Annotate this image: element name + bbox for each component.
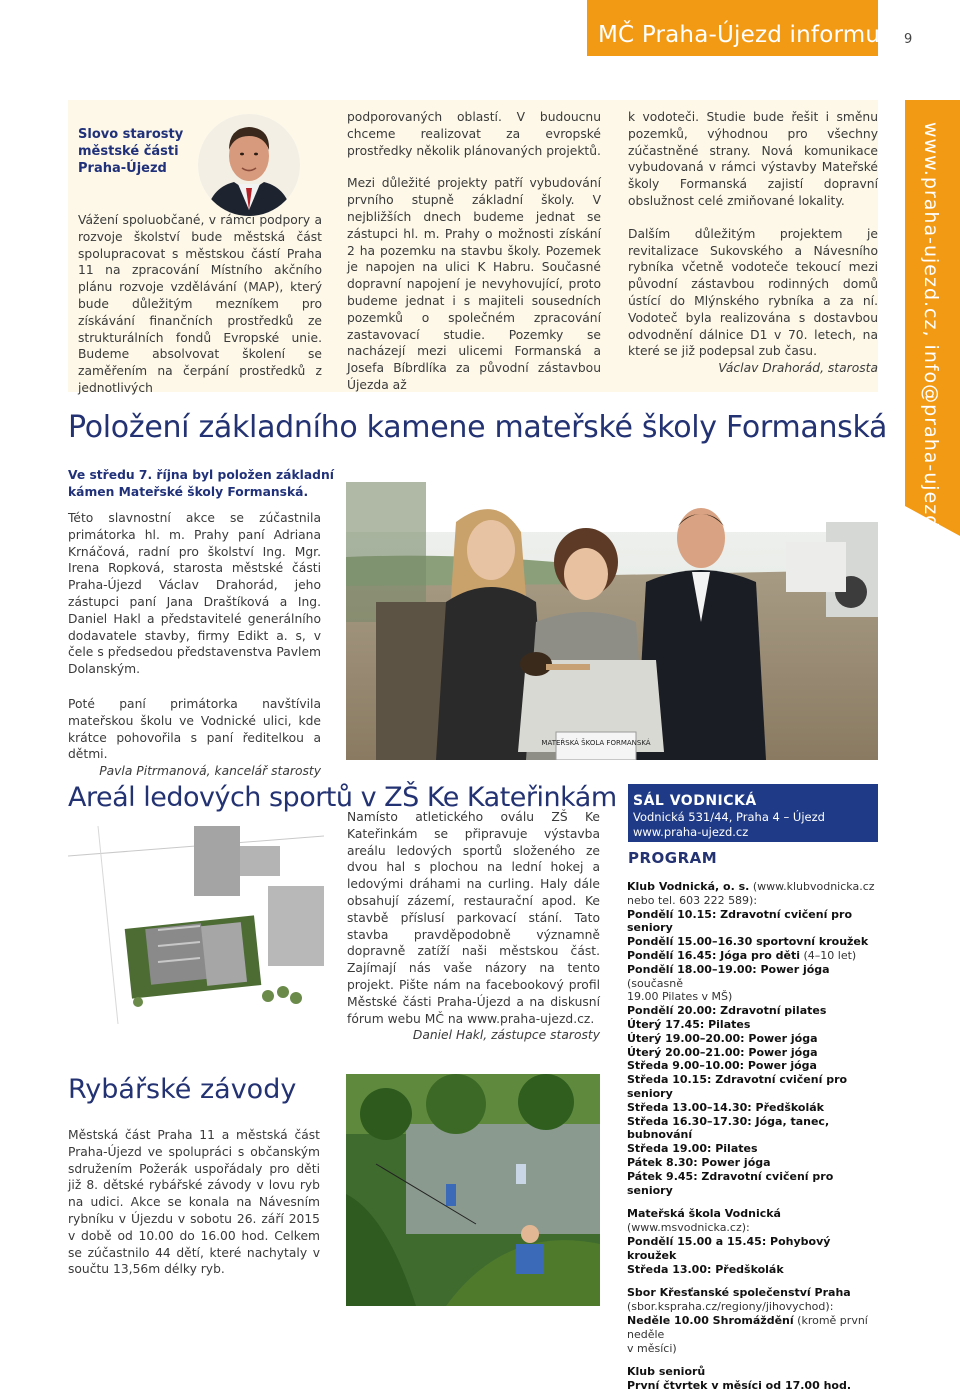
formanska-signature: Pavla Pitrmanová, kancelář starosty <box>99 764 321 779</box>
program-item-note: 19.00 Pilates v MŠ) <box>627 990 733 1004</box>
arena-site-plan <box>68 826 324 1024</box>
mayor-portrait <box>198 114 300 216</box>
starosta-col1-paragraph: Vážení spoluobčané, v rámci podpory a rozvoje školství bude městská část spolupracovat s městskou částí Praha 11 na zpracování Místního akčního plánu rozvoje vzdělávání (MAP), který bude důležitým mezníkem pro získávání finančních prostředků ze strukturálních fondů Evropské unie. Budeme absolvovat školení se zaměřením na čerpání prostředků z jednotlivých <box>78 213 322 395</box>
program-item: Pondělí 20.00: Zdravotní pilates <box>627 1004 827 1018</box>
ceremony-photo <box>346 462 878 760</box>
program-item: Středa 9.00–10.00: Power jóga <box>627 1059 817 1073</box>
formanska-paragraph-1 <box>68 510 321 678</box>
starosta-col3-paragraph-2: Dalším důležitým projektem je revitalizace Sukovského a Návesního rybníka včetně vodoteče tekoucí mezi původní zástavbou rodinných domů ústící do Mlýnského rybníka a za ní. Vodoteč byla realizována s dostavbou odvodnění dálnice D1 v 70. letech, na které se již podepsal zub času. <box>628 226 878 359</box>
program-item: Pátek 8.30: Power jóga <box>627 1155 771 1169</box>
starosta-col3-paragraph-1: k vodoteči. Studie bude řešit i směnu pozemků, výhodnou pro všechny zúčastněné strany. Nová komunikace vybudovaná v rámci výstavby Mateřské školy Formanská zajistí dopravní obslužnost celé zmiňované lokality. <box>628 110 878 208</box>
sal-title: SÁL VODNICKÁ <box>633 793 757 809</box>
formanska-heading: Položení základního kamene mateřské školy Formanská <box>68 410 888 445</box>
starosta-col2-paragraph-1: podporovaných oblastí. V budoucnu chceme realizovat za evropské prostředky několik plánovaných projektů. <box>347 110 601 158</box>
arena-heading: Areál ledových sportů v ZŠ Ke Kateřinkám <box>68 782 617 813</box>
side-contact-text: www.praha-ujezd.cz, info@praha-ujezd.cz <box>920 122 942 558</box>
sal-web-link[interactable]: www.praha-ujezd.cz <box>633 824 749 839</box>
formanska-p2-text: Poté paní primátorka navštívila mateřskou školu ve Vodnické ulici, kde krátce pohovořila s paní ředitelkou a dětmi. <box>68 697 321 762</box>
program-item: Pátek 9.45: Zdravotní cvičení pro seniory <box>627 1169 834 1197</box>
program-item: Úterý 19.00–20.00: Power jóga <box>627 1031 818 1045</box>
starosta-column-2 <box>347 109 601 394</box>
program-item: Neděle 10.00 Shromáždění (kromě první neděle <box>627 1313 868 1341</box>
program-item: Středa 13.00–14.30: Předškolák <box>627 1100 824 1114</box>
program-list <box>627 880 882 1393</box>
fishing-photo <box>346 1074 600 1306</box>
formanska-p1-text: Této slavnostní akce se zúčastnila primátorka hl. m. Prahy paní Adriana Krnáčová, radní pro školství Ing. Mgr. Irena Ropková, starosta městské části Praha-Újezd Václav Drahorád, jeho zástupci paní Jana Draštíková a Ing. Daniel Hakl a představitelé generálního dodavatele stavby, firmy Edikt a. s, v čele s předsedou představenstva Pavlem Dolanským. <box>68 511 321 677</box>
fishing-text: Městská část Praha 11 a městská část Praha-Újezd ve spolupráci s občanským sdružením Požerák uspořádaly pro děti již 8. dětské rybářské závody v lovu ryb na udici. Akce se konala na Návesním rybníku v Újezdu v sobotu 26. září 2015 v době od 10.00 do 16.00 hod. Celkem se zúčastnilo 44 dětí, které nachytaly v součtu 13,56m délky ryb. <box>68 1128 320 1277</box>
arena-signature: Daniel Hakl, zástupce starosty <box>412 1028 600 1043</box>
program-item-note: v měsíci) <box>627 1341 677 1355</box>
program-item: Pondělí 16.45: Jóga pro děti (4–10 let) <box>627 948 857 962</box>
program-item: První čtvrtek v měsíci od 17.00 hod. <box>627 1379 852 1393</box>
starosta-column-1 <box>78 212 322 397</box>
program-item: Úterý 20.00–21.00: Power jóga <box>627 1045 818 1059</box>
arena-article <box>347 809 600 1044</box>
fishing-heading: Rybářské závody <box>68 1074 297 1105</box>
program-klub-vodnicka-title: Klub Vodnická, o. s. (www.klubvodnicka.cz <box>627 880 875 893</box>
program-item: Středa 19.00: Pilates <box>627 1142 758 1156</box>
formanska-lead: Ve středu 7. října byl položen základní kámen Mateřské školy Formanská. <box>68 468 334 499</box>
program-ms-title: Mateřská škola Vodnická (www.msvodnicka.cz): <box>627 1207 781 1235</box>
program-item: Středa 13.00: Předškolák <box>627 1262 784 1276</box>
program-item: Pondělí 15.00 a 15.45: Pohybový kroužek <box>627 1234 831 1262</box>
starosta-col2-paragraph-2: Mezi důležité projekty patří vybudování prvního stupně základní školy. V nejbližších dnech budeme jednat se zástupci hl. m. Prahy o možnosti získání 2 ha pozemku na stavbu školy. Pozemek je napojen na ulici K Habru. Současné dopravní napojení je nevyhovující, proto budeme jednat i s majiteli sousedních pozemků o společném zpracování zastavovací studie. Pozemky se nacházejí mezi ulicemi Formanská a Josefa Bíbrdlíka za původní zástavbou Újezda až <box>347 176 601 392</box>
starosta-column-3 <box>628 109 878 377</box>
formanska-paragraph-2 <box>68 696 321 780</box>
program-senior-title: Klub seniorů <box>627 1365 706 1379</box>
stone-label: MATEŘSKÁ ŠKOLA FORMANSKÁ <box>541 739 651 747</box>
sal-address-line: Vodnická 531/44, Praha 4 – Újezd <box>633 810 825 824</box>
program-item: Středa 10.15: Zdravotní cvičení pro seniory <box>627 1073 848 1100</box>
arena-text: Namísto atletického oválu ZŠ Ke Kateřinkám se připravuje výstavba areálu ledových sportů složeného ze dvou hal s plochou na lední hokej a ledovými dráhami na curling. Haly dále obsahují zázemí, restaurační apod. Ke stavbě příslusí parkovací stání. Tato stavba pravděpodobně významně dopravně zatíží naši městskou část. Zajímají nás vaše názory na tento projekt. Pište nám na facebookový profil Městské části Praha-Újezd a na diskusní fórum webu MČ na www.praha-ujezd.cz. <box>347 810 600 1026</box>
program-sbor-web: (sbor.kspraha.cz/regiony/jihovychod): <box>627 1300 834 1314</box>
program-item: Úterý 17.45: Pilates <box>627 1017 751 1031</box>
starosta-signature: Václav Drahorád, starosta <box>718 361 878 376</box>
program-item: Pondělí 15.00–16.30 sportovní kroužek <box>627 935 869 949</box>
program-heading: PROGRAM <box>628 849 718 867</box>
klub-vodnicka-web: (www.klubvodnicka.cz <box>752 880 875 893</box>
program-sbor-title: Sbor Křesťanské společenství Praha <box>627 1286 851 1300</box>
page-header-title: MČ Praha-Újezd informuje <box>598 22 902 48</box>
program-item: Pondělí 10.15: Zdravotní cvičení pro seniory <box>627 907 853 935</box>
page-number: 9 <box>904 32 913 47</box>
klub-vodnicka-tel: nebo tel. 603 222 589): <box>627 893 758 907</box>
program-item: Středa 16.30–17.30: Jóga, tanec, bubnování <box>627 1114 830 1142</box>
starosta-box-title: Slovo starosty městské části Praha-Újezd <box>78 127 184 176</box>
program-item: Pondělí 18.00–19.00: Power jóga (současně <box>627 962 830 990</box>
fishing-article <box>68 1127 320 1278</box>
sal-address <box>633 810 825 839</box>
